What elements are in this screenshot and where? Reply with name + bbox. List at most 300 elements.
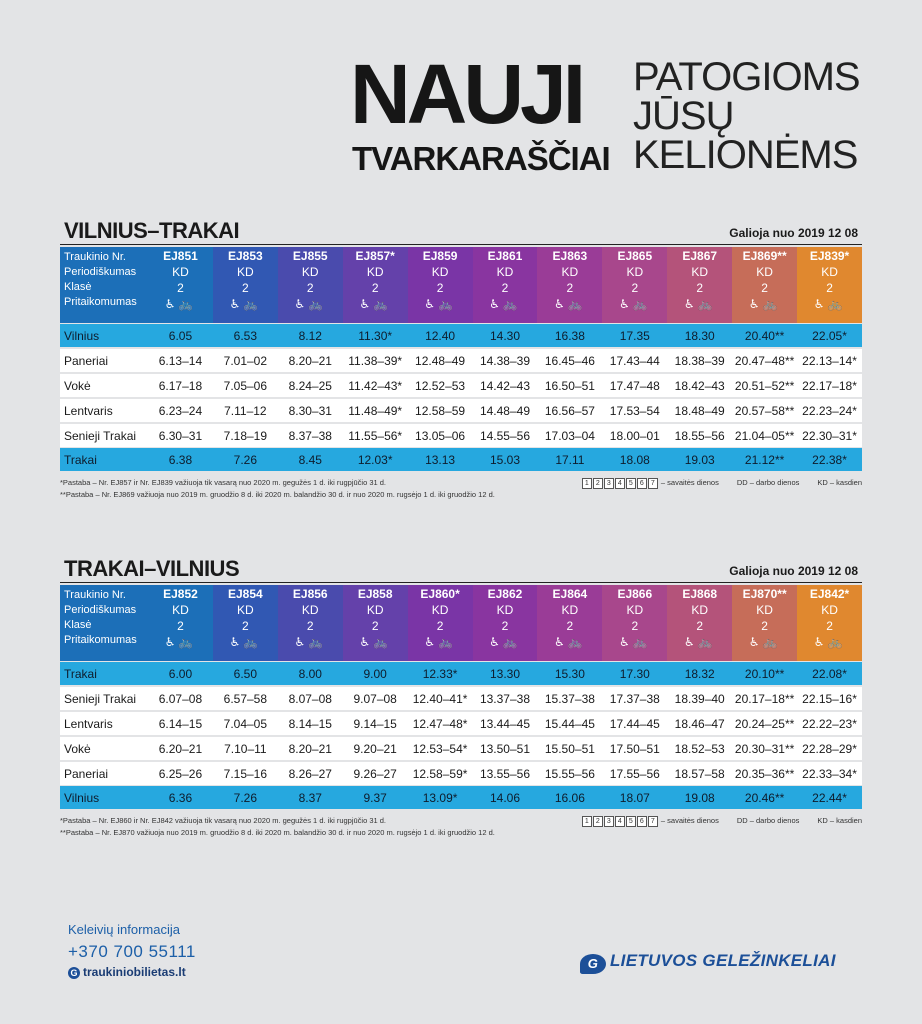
train-header — [667, 585, 732, 661]
accessibility-icons — [602, 296, 667, 312]
time-cell: 6.14–15 — [148, 710, 213, 735]
wheelchair-icon: ♿ — [748, 297, 763, 311]
time-cell: 13.50–51 — [473, 735, 538, 760]
train-class: 2 — [177, 281, 184, 295]
train-class: 2 — [566, 281, 574, 295]
accessibility-icons — [408, 296, 473, 312]
legend-days: – savaitės dienos — [660, 478, 719, 487]
header-label: Klasė — [64, 281, 92, 293]
train-class: 2 — [696, 619, 704, 633]
bicycle-icon: 🚲 — [632, 297, 651, 311]
wheelchair-icon: ♿ — [164, 297, 179, 311]
bicycle-icon: 🚲 — [178, 297, 197, 311]
train-header — [473, 585, 538, 661]
time-cell: 6.30–31 — [148, 422, 213, 447]
time-cell: 9.26–27 — [343, 760, 408, 785]
time-cell: 13.44–45 — [473, 710, 538, 735]
time-cell: 12.03* — [343, 447, 408, 471]
accessibility-icons — [732, 296, 797, 312]
time-cell: 8.37 — [278, 785, 343, 809]
train-periodicity: KD — [366, 603, 384, 617]
time-cell: 8.37–38 — [278, 422, 343, 447]
time-cell: 15.50–51 — [537, 735, 602, 760]
train-header — [148, 247, 213, 323]
time-cell: 19.03 — [667, 447, 732, 471]
train-class: 2 — [306, 619, 314, 633]
wheelchair-icon: ♿ — [359, 635, 374, 649]
station-name: Vilnius — [60, 785, 148, 809]
accessibility-icons — [213, 296, 278, 312]
time-cell: 6.38 — [148, 447, 213, 471]
train-periodicity: KD — [626, 603, 644, 617]
wheelchair-icon: ♿ — [554, 297, 568, 311]
train-number: EJ863 — [552, 249, 588, 263]
accessibility-icons — [732, 634, 797, 650]
time-cell: 6.20–21 — [148, 735, 213, 760]
hero-tagline-line: JŪSŲ — [633, 94, 734, 138]
time-cell: 12.52–53 — [408, 372, 473, 397]
train-class: 2 — [436, 619, 444, 633]
weekday-box: 6 — [637, 816, 647, 827]
station-name: Vokė — [60, 372, 148, 397]
time-cell: 15.03 — [473, 447, 538, 471]
train-number: EJ842* — [809, 587, 850, 601]
header-label: Klasė — [64, 619, 92, 631]
time-cell: 18.55–56 — [667, 422, 732, 447]
time-cell: 12.53–54* — [408, 735, 473, 760]
train-class: 2 — [761, 281, 768, 295]
wheelchair-icon: ♿ — [424, 297, 438, 311]
wheelchair-icon: ♿ — [813, 297, 828, 311]
footnote: **Pastaba – Nr. EJ870 važiuoja nuo 2019 m. gruodžio 8 d. iki 2020 m. balandžio 30 d. ir nuo 2020 m. rugsėjo 1 d. iki gruodžio 12 d. — [60, 828, 495, 837]
weekday-box: 3 — [604, 478, 614, 489]
time-cell: 16.50–51 — [537, 372, 602, 397]
bicycle-icon: 🚲 — [762, 297, 781, 311]
wheelchair-icon: ♿ — [294, 297, 309, 311]
time-cell: 8.07–08 — [278, 685, 343, 710]
bicycle-icon: 🚲 — [437, 635, 456, 649]
time-cell: 22.44* — [797, 785, 862, 809]
table-row — [60, 785, 862, 809]
train-header — [278, 585, 343, 661]
train-number: EJ855 — [292, 249, 328, 263]
table-row — [60, 422, 862, 447]
station-name: Vokė — [60, 735, 148, 760]
train-header — [148, 585, 213, 661]
train-number: EJ858 — [357, 587, 393, 601]
train-periodicity: KD — [172, 265, 189, 279]
wheelchair-icon: ♿ — [489, 297, 503, 311]
time-cell: 18.08 — [602, 447, 667, 471]
valid-from: Galioja nuo 2019 12 08 — [729, 564, 858, 578]
time-cell: 21.12** — [732, 447, 797, 471]
weekday-box: 7 — [648, 816, 658, 827]
footnote: *Pastaba – Nr. EJ860 ir Nr. EJ842 važiuoja tik vasarą nuo 2020 m. gegužės 1 d. iki rugpjūčio 31 d. — [60, 816, 387, 825]
hero-tagline-line: KELIONĖMS — [633, 133, 858, 177]
train-header — [732, 585, 797, 661]
accessibility-icons — [278, 634, 343, 650]
train-header — [213, 585, 278, 661]
wheelchair-icon: ♿ — [424, 635, 438, 649]
train-periodicity: KD — [496, 603, 514, 617]
time-cell: 12.40–41* — [408, 685, 473, 710]
ltg-logo-icon: G — [68, 967, 80, 979]
time-cell: 7.18–19 — [213, 422, 278, 447]
time-cell: 8.20–21 — [278, 347, 343, 372]
time-cell: 13.55–56 — [473, 760, 538, 785]
time-cell: 12.40 — [408, 323, 473, 347]
time-cell: 20.57–58** — [732, 397, 797, 422]
info-phone[interactable]: +370 700 55111 — [68, 942, 196, 961]
bicycle-icon: 🚲 — [373, 297, 392, 311]
accessibility-icons — [667, 296, 732, 312]
train-header — [602, 585, 667, 661]
table-row — [60, 372, 862, 397]
weekday-box: 7 — [648, 478, 658, 489]
train-periodicity: KD — [626, 265, 644, 279]
train-class: 2 — [761, 619, 768, 633]
train-header — [213, 247, 278, 323]
info-label: Keleivių informacija — [68, 922, 180, 937]
bicycle-icon: 🚲 — [502, 297, 521, 311]
accessibility-icons — [148, 296, 213, 312]
time-cell: 9.07–08 — [343, 685, 408, 710]
accessibility-icons — [473, 634, 538, 650]
legend-days: – savaitės dienos — [660, 816, 719, 825]
table-row — [60, 347, 862, 372]
train-header — [732, 247, 797, 323]
wheelchair-icon: ♿ — [618, 297, 633, 311]
time-cell: 6.13–14 — [148, 347, 213, 372]
time-cell: 17.55–56 — [602, 760, 667, 785]
train-header — [797, 585, 862, 661]
brand-name: LIETUVOS GELEŽINKELIAI — [610, 951, 836, 970]
time-cell: 12.33* — [408, 661, 473, 685]
train-header — [797, 247, 862, 323]
train-header — [473, 247, 538, 323]
time-cell: 12.48–49 — [408, 347, 473, 372]
time-cell: 14.55–56 — [473, 422, 538, 447]
table-row — [60, 323, 862, 347]
station-name: Paneriai — [60, 760, 148, 785]
time-cell: 7.15–16 — [213, 760, 278, 785]
time-cell: 20.10** — [732, 661, 797, 685]
time-cell: 6.57–58 — [213, 685, 278, 710]
time-cell: 17.47–48 — [602, 372, 667, 397]
accessibility-icons — [148, 634, 213, 650]
train-class: 2 — [371, 619, 379, 633]
station-name: Trakai — [60, 447, 148, 471]
time-cell: 14.48–49 — [473, 397, 538, 422]
bicycle-icon: 🚲 — [243, 297, 262, 311]
header-label: Pritaikomumas — [64, 296, 137, 308]
time-cell: 6.00 — [148, 661, 213, 685]
time-cell: 9.37 — [343, 785, 408, 809]
time-cell: 22.23–24* — [797, 397, 862, 422]
accessibility-icons — [278, 296, 343, 312]
time-cell: 14.30 — [473, 323, 538, 347]
accessibility-icons — [667, 634, 732, 650]
time-cell: 22.17–18* — [797, 372, 862, 397]
accessibility-icons — [797, 296, 862, 312]
station-name: Trakai — [60, 661, 148, 685]
time-cell: 6.17–18 — [148, 372, 213, 397]
train-periodicity: KD — [756, 603, 773, 617]
train-number: EJ856 — [292, 587, 328, 601]
train-periodicity: KD — [561, 265, 579, 279]
accessibility-icons — [537, 634, 602, 650]
train-header — [408, 247, 473, 323]
section-title: TRAKAI–VILNIUS — [64, 556, 240, 581]
time-cell: 15.55–56 — [537, 760, 602, 785]
legend-kd: KD – kasdien — [817, 816, 862, 825]
bicycle-icon: 🚲 — [437, 297, 456, 311]
weekday-box: 1 — [582, 478, 592, 489]
time-cell: 8.30–31 — [278, 397, 343, 422]
timetable — [60, 585, 862, 809]
table-row — [60, 397, 862, 422]
time-cell: 17.37–38 — [602, 685, 667, 710]
train-periodicity: KD — [821, 603, 838, 617]
bicycle-icon: 🚲 — [502, 635, 521, 649]
train-header — [602, 247, 667, 323]
bicycle-icon: 🚲 — [567, 635, 586, 649]
wheelchair-icon: ♿ — [164, 635, 179, 649]
table-row — [60, 447, 862, 471]
weekday-box: 6 — [637, 478, 647, 489]
section-header — [60, 556, 862, 583]
train-number: EJ867 — [682, 249, 718, 263]
train-periodicity: KD — [821, 265, 838, 279]
time-cell: 22.15–16* — [797, 685, 862, 710]
time-cell: 8.24–25 — [278, 372, 343, 397]
time-cell: 6.50 — [213, 661, 278, 685]
train-number: EJ860* — [420, 587, 460, 601]
time-cell: 13.13 — [408, 447, 473, 471]
wheelchair-icon: ♿ — [813, 635, 828, 649]
train-class: 2 — [436, 281, 444, 295]
table-row — [60, 661, 862, 685]
train-header — [408, 585, 473, 661]
info-url[interactable] — [68, 965, 196, 979]
train-class: 2 — [826, 281, 833, 295]
time-cell: 9.14–15 — [343, 710, 408, 735]
time-cell: 14.38–39 — [473, 347, 538, 372]
accessibility-icons — [473, 296, 538, 312]
train-periodicity: KD — [756, 265, 773, 279]
train-number: EJ869** — [742, 249, 787, 263]
header-row — [60, 585, 862, 661]
time-cell: 11.30* — [343, 323, 408, 347]
time-cell: 17.53–54 — [602, 397, 667, 422]
train-header — [343, 585, 408, 661]
time-cell: 20.17–18** — [732, 685, 797, 710]
time-cell: 20.40** — [732, 323, 797, 347]
legend — [582, 477, 862, 489]
section-title: VILNIUS–TRAKAI — [64, 218, 240, 243]
bicycle-icon: 🚲 — [827, 635, 846, 649]
train-class: 2 — [566, 619, 574, 633]
time-cell: 18.30 — [667, 323, 732, 347]
bicycle-icon: 🚲 — [567, 297, 586, 311]
hero-tagline — [633, 55, 860, 177]
time-cell: 20.30–31** — [732, 735, 797, 760]
time-cell: 18.57–58 — [667, 760, 732, 785]
wheelchair-icon: ♿ — [683, 297, 698, 311]
bicycle-icon: 🚲 — [827, 297, 846, 311]
time-cell: 12.58–59 — [408, 397, 473, 422]
weekday-box: 2 — [593, 816, 603, 827]
timetable-trakai-vilnius — [60, 556, 862, 841]
train-number: EJ868 — [682, 587, 718, 601]
legend-dd: DD – darbo dienos — [736, 478, 800, 487]
train-periodicity: KD — [301, 265, 319, 279]
header-row — [60, 247, 862, 323]
time-cell: 16.06 — [537, 785, 602, 809]
time-cell: 22.38* — [797, 447, 862, 471]
time-cell: 7.10–11 — [213, 735, 278, 760]
wheelchair-icon: ♿ — [748, 635, 763, 649]
train-periodicity: KD — [496, 265, 514, 279]
time-cell: 20.51–52** — [732, 372, 797, 397]
hero-sub-text: TVARKARAŠČIAI — [352, 140, 610, 177]
time-cell: 15.44–45 — [537, 710, 602, 735]
accessibility-icons — [343, 634, 408, 650]
time-cell: 21.04–05** — [732, 422, 797, 447]
time-cell: 17.30 — [602, 661, 667, 685]
train-class: 2 — [501, 281, 509, 295]
time-cell: 18.52–53 — [667, 735, 732, 760]
bicycle-icon: 🚲 — [373, 635, 392, 649]
time-cell: 9.00 — [343, 661, 408, 685]
time-cell: 22.13–14* — [797, 347, 862, 372]
time-cell: 7.26 — [213, 447, 278, 471]
time-cell: 22.08* — [797, 661, 862, 685]
train-number: EJ857* — [355, 249, 395, 263]
wheelchair-icon: ♿ — [229, 635, 244, 649]
time-cell: 22.28–29* — [797, 735, 862, 760]
time-cell: 6.23–24 — [148, 397, 213, 422]
train-number: EJ859 — [422, 249, 458, 263]
header-labels — [60, 247, 148, 323]
train-class: 2 — [631, 619, 639, 633]
station-name: Vilnius — [60, 323, 148, 347]
train-class: 2 — [501, 619, 509, 633]
time-cell: 18.46–47 — [667, 710, 732, 735]
train-class: 2 — [306, 281, 314, 295]
footnote: **Pastaba – Nr. EJ869 važiuoja nuo 2019 m. gruodžio 8 d. iki 2020 m. balandžio 30 d. ir nuo 2020 m. rugsėjo 1 d. iki gruodžio 12 d. — [60, 490, 495, 499]
train-class: 2 — [696, 281, 704, 295]
station-name: Senieji Trakai — [60, 685, 148, 710]
time-cell: 7.04–05 — [213, 710, 278, 735]
train-periodicity: KD — [691, 603, 709, 617]
train-header — [667, 247, 732, 323]
train-number: EJ839* — [809, 249, 850, 263]
hero-title — [350, 47, 910, 182]
table-row — [60, 685, 862, 710]
train-number: EJ861 — [487, 249, 523, 263]
time-cell: 9.20–21 — [343, 735, 408, 760]
train-periodicity: KD — [301, 603, 319, 617]
time-cell: 7.01–02 — [213, 347, 278, 372]
time-cell: 17.44–45 — [602, 710, 667, 735]
train-number: EJ851 — [163, 249, 198, 263]
time-cell: 19.08 — [667, 785, 732, 809]
time-cell: 12.47–48* — [408, 710, 473, 735]
time-cell: 8.20–21 — [278, 735, 343, 760]
wheelchair-icon: ♿ — [618, 635, 633, 649]
train-periodicity: KD — [172, 603, 189, 617]
train-header — [537, 247, 602, 323]
train-number: EJ862 — [487, 587, 523, 601]
time-cell: 11.48–49* — [343, 397, 408, 422]
time-cell: 13.37–38 — [473, 685, 538, 710]
time-cell: 17.43–44 — [602, 347, 667, 372]
time-cell: 13.09* — [408, 785, 473, 809]
time-cell: 17.03–04 — [537, 422, 602, 447]
time-cell: 18.32 — [667, 661, 732, 685]
time-cell: 7.05–06 — [213, 372, 278, 397]
wheelchair-icon: ♿ — [294, 635, 309, 649]
hero-tagline-line: PATOGIOMS — [633, 55, 860, 99]
accessibility-icons — [213, 634, 278, 650]
header-label: Traukinio Nr. — [64, 589, 126, 601]
accessibility-icons — [408, 634, 473, 650]
time-cell: 13.05–06 — [408, 422, 473, 447]
time-cell: 11.55–56* — [343, 422, 408, 447]
time-cell: 15.37–38 — [537, 685, 602, 710]
station-name: Lentvaris — [60, 710, 148, 735]
train-header — [278, 247, 343, 323]
bicycle-icon: 🚲 — [697, 635, 716, 649]
time-cell: 8.12 — [278, 323, 343, 347]
wheelchair-icon: ♿ — [359, 297, 374, 311]
hero-big-text: NAUJI — [350, 47, 583, 141]
time-cell: 6.53 — [213, 323, 278, 347]
weekday-box: 1 — [582, 816, 592, 827]
time-cell: 16.45–46 — [537, 347, 602, 372]
time-cell: 18.07 — [602, 785, 667, 809]
section-header — [60, 218, 862, 245]
time-cell: 16.56–57 — [537, 397, 602, 422]
time-cell: 18.42–43 — [667, 372, 732, 397]
header-label: Periodiškumas — [64, 266, 137, 278]
time-cell: 6.05 — [148, 323, 213, 347]
train-class: 2 — [242, 281, 249, 295]
header-label: Pritaikomumas — [64, 634, 137, 646]
train-number: EJ870** — [742, 587, 787, 601]
passenger-info — [68, 922, 196, 979]
accessibility-icons — [343, 296, 408, 312]
accessibility-icons — [602, 634, 667, 650]
train-periodicity: KD — [561, 603, 579, 617]
time-cell: 6.36 — [148, 785, 213, 809]
bicycle-icon: 🚲 — [308, 635, 327, 649]
time-cell: 18.39–40 — [667, 685, 732, 710]
station-name: Lentvaris — [60, 397, 148, 422]
time-cell: 6.07–08 — [148, 685, 213, 710]
time-cell: 16.38 — [537, 323, 602, 347]
train-header — [537, 585, 602, 661]
time-cell: 18.48–49 — [667, 397, 732, 422]
train-header — [343, 247, 408, 323]
ltg-logo-icon: G — [580, 954, 606, 974]
time-cell: 22.30–31* — [797, 422, 862, 447]
train-periodicity: KD — [237, 603, 254, 617]
info-url-text[interactable]: traukiniobilietas.lt — [83, 965, 186, 979]
train-periodicity: KD — [431, 603, 449, 617]
weekday-box: 5 — [626, 816, 636, 827]
